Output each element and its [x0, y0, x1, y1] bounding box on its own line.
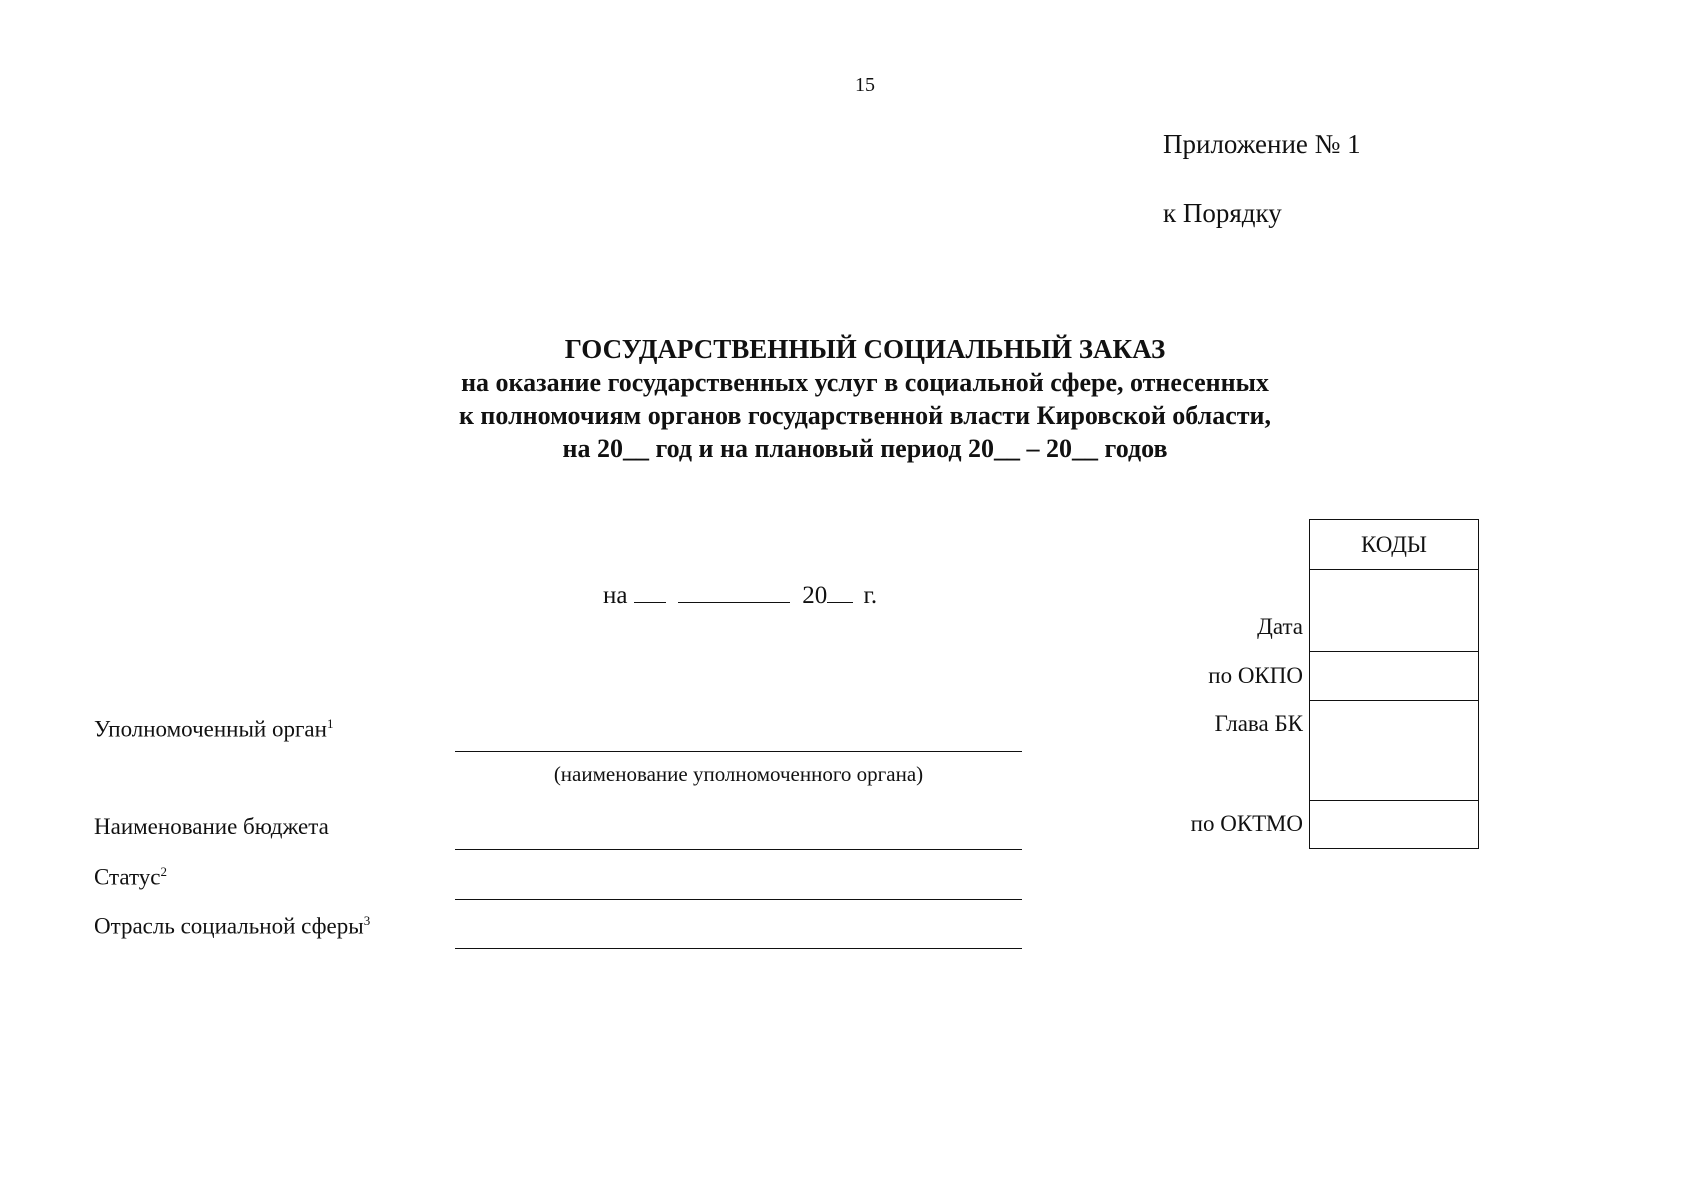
document-title — [0, 333, 1698, 465]
codes-cell-glava-bk[interactable] — [1310, 700, 1478, 800]
year-suffix: г. — [863, 582, 878, 609]
codes-label-date: Дата — [1257, 614, 1303, 639]
social-sector-label-text: Отрасль социальной сферы — [94, 913, 364, 939]
footnote-3: 3 — [363, 913, 371, 928]
title-line-4: на 20__ год и на плановый период 20__ – 20__ годов — [562, 434, 1168, 463]
authorized-body-label-text: Уполномоченный орган — [94, 716, 327, 742]
budget-name-label-text: Наименование бюджета — [94, 814, 329, 839]
status-label-text: Статус — [94, 864, 161, 890]
authorized-body-field[interactable] — [455, 751, 1022, 752]
month-blank[interactable] — [678, 582, 790, 603]
year-blank[interactable] — [827, 582, 853, 603]
appendix-reference: к Порядку — [1163, 198, 1282, 228]
date-line — [603, 582, 877, 610]
codes-cell-okpo[interactable] — [1310, 651, 1478, 700]
codes-table — [1309, 519, 1479, 849]
day-blank[interactable] — [634, 582, 666, 603]
footnote-1: 1 — [326, 716, 334, 731]
budget-name-field[interactable] — [455, 849, 1022, 850]
budget-name-label — [94, 814, 329, 840]
codes-cell-date[interactable] — [1310, 569, 1478, 651]
codes-label-glava-bk: Глава БК — [1214, 711, 1303, 736]
date-prefix: на — [603, 582, 628, 609]
authorized-body-label — [94, 716, 333, 743]
status-field[interactable] — [455, 899, 1022, 900]
social-sector-label — [94, 913, 370, 940]
title-main: ГОСУДАРСТВЕННЫЙ СОЦИАЛЬНЫЙ ЗАКАЗ — [564, 334, 1166, 364]
appendix-number: Приложение № 1 — [1163, 129, 1361, 159]
social-sector-field[interactable] — [455, 948, 1022, 949]
year-prefix: 20 — [802, 582, 828, 609]
status-label — [94, 864, 167, 891]
page-number: 15 — [855, 74, 875, 96]
title-line-2: на оказание государственных услуг в социальной сфере, отнесенных — [461, 368, 1269, 397]
codes-header: КОДЫ — [1361, 531, 1427, 557]
codes-cell-oktmo[interactable] — [1310, 800, 1478, 848]
authorized-body-caption: (наименование уполномоченного органа) — [553, 762, 924, 786]
title-line-3: к полномочиям органов государственной власти Кировской области, — [458, 401, 1272, 430]
footnote-2: 2 — [160, 864, 167, 879]
codes-label-oktmo: по ОКТМО — [1190, 811, 1303, 836]
codes-label-okpo: по ОКПО — [1208, 663, 1303, 688]
